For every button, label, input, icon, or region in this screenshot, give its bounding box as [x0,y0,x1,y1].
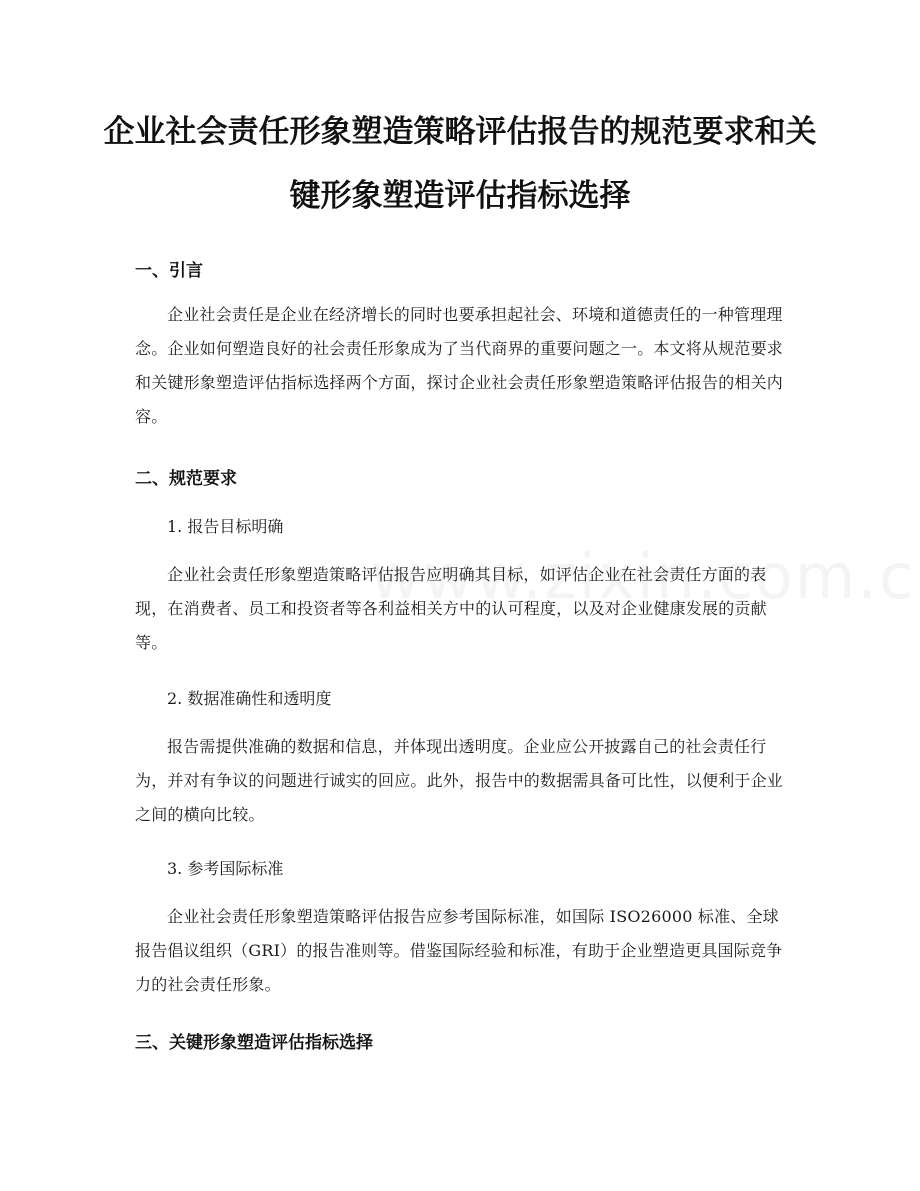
requirement-item-label: 3. 参考国际标准 [167,859,284,878]
section-heading-indicators: 三、关键形象塑造评估指标选择 [135,1033,373,1053]
requirement-item-text: 企业社会责任形象塑造策略评估报告应明确其目标，如评估企业在社会责任方面的表现，在消费者、员工和投资者等各利益相关方中的认可程度，以及对企业健康发展的贡献等。 [135,565,767,652]
section-heading-requirements: 二、规范要求 [135,469,237,489]
intro-paragraph: 企业社会责任是企业在经济增长的同时也要承担起社会、环境和道德责任的一种管理理念。企业如何塑造良好的社会责任形象成为了当代商界的重要问题之一。本文将从规范要求和关键形象塑造评估指标选择两个方面，探讨企业社会责任形象塑造策略评估报告的相关内容。 [135,305,784,426]
requirement-item-text: 企业社会责任形象塑造策略评估报告应参考国际标准，如国际 ISO26000 标准、全球报告倡议组织（GRI）的报告准则等。借鉴国际经验和标准，有助于企业塑造更具国际竞争力的社会责任形象。 [135,907,783,994]
requirement-item-label: 2. 数据准确性和透明度 [167,689,332,708]
requirement-item-label: 1. 报告目标明确 [167,517,284,536]
document-title: 企业社会责任形象塑造策略评估报告的规范要求和关键形象塑造评估指标选择 [103,114,817,214]
requirement-item-text: 报告需提供准确的数据和信息，并体现出透明度。企业应公开披露自己的社会责任行为，并对有争议的问题进行诚实的回应。此外，报告中的数据需具备可比性，以便利于企业之间的横向比较。 [135,737,784,824]
section-heading-intro: 一、引言 [135,261,203,281]
